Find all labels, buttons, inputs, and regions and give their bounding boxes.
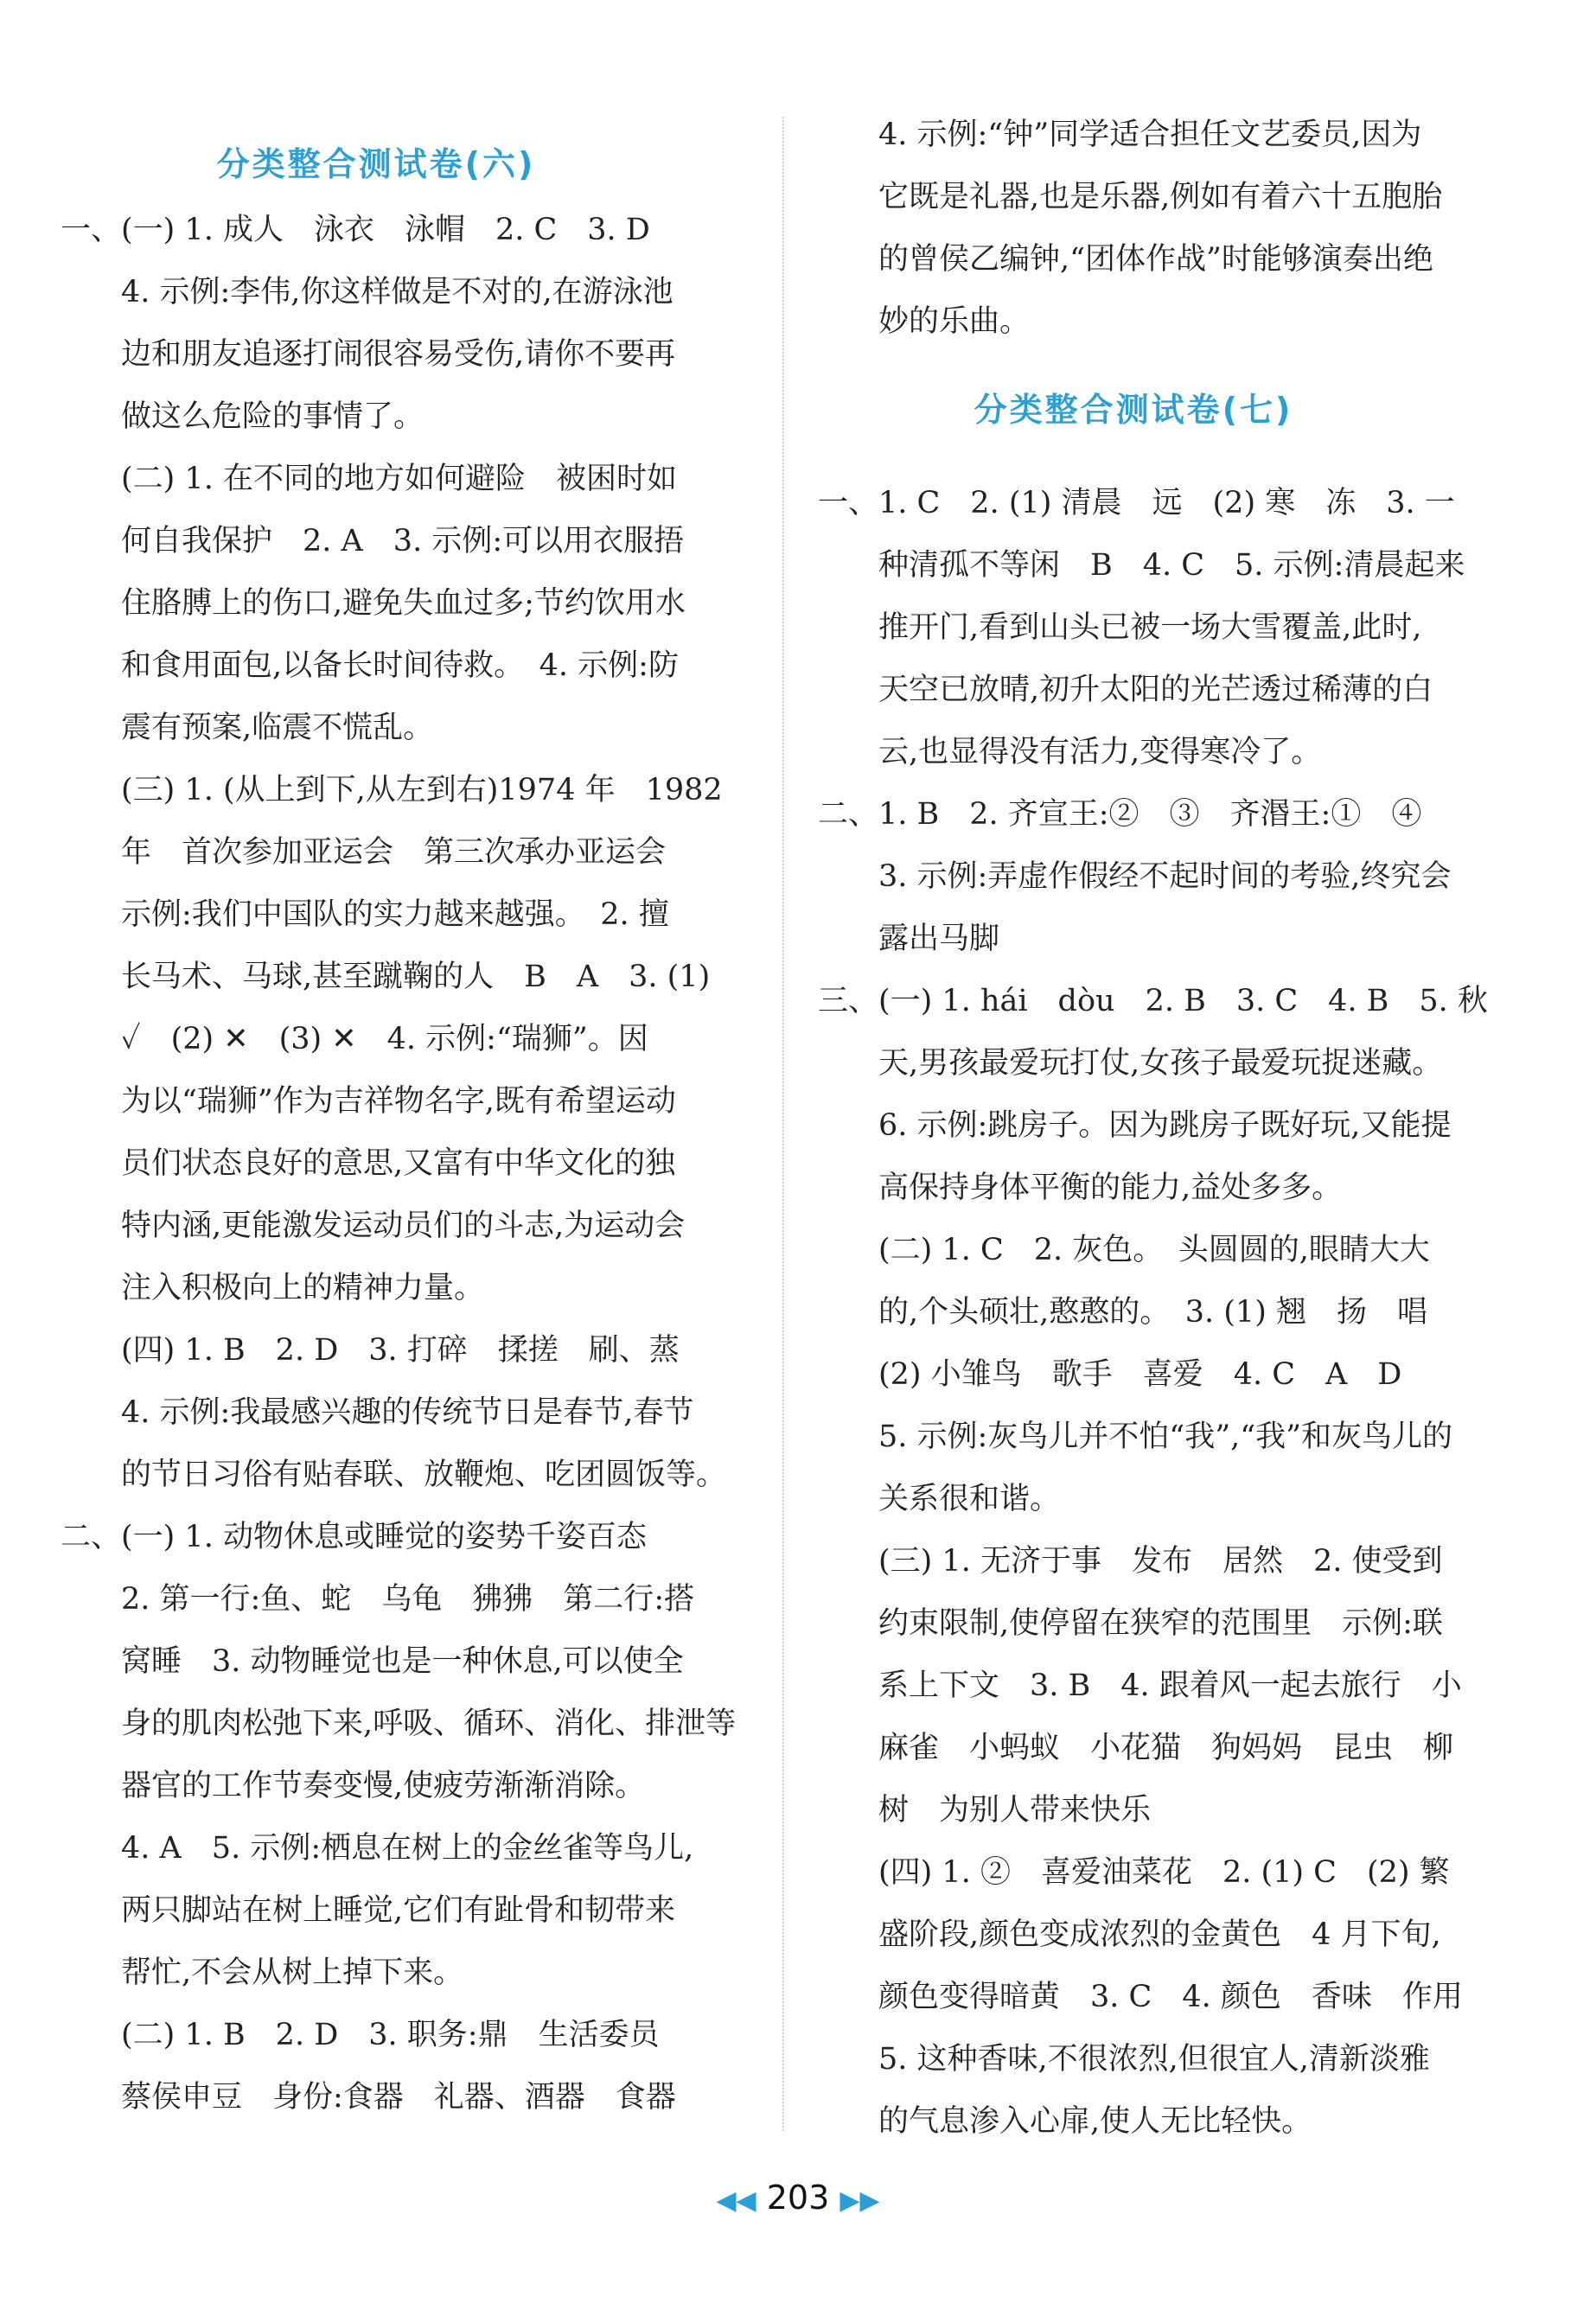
answer-line: 二、1. B 2. 齐宣王:② ③ 齐湣王:① ④	[818, 797, 1422, 832]
answer-line: 窝睡 3. 动物睡觉也是一种休息,可以使全	[121, 1644, 684, 1679]
answer-line: 长马术、马球,甚至蹴鞠的人 B A 3. (1)	[121, 960, 711, 994]
answer-line: 一、1. C 2. (1) 清晨 远 (2) 寒 冻 3. 一	[818, 486, 1455, 520]
answer-line: 做这么危险的事情了。	[121, 399, 425, 434]
answer-line: 云,也显得没有活力,变得寒冷了。	[878, 735, 1322, 769]
answer-line: (2) 小雏鸟 歌手 喜爱 4. C A D	[878, 1357, 1402, 1392]
answer-line: 系上下文 3. B 4. 跟着风一起去旅行 小	[878, 1669, 1462, 1703]
answer-line: 住胳膊上的伤口,避免失血过多;节约饮用水	[121, 586, 686, 621]
answer-line: 5. 这种香味,不很浓烈,但很宜人,清新淡雅	[878, 2042, 1430, 2077]
section-title-6: 分类整合测试卷(六)	[216, 145, 536, 183]
answer-line: 天空已放晴,初升太阳的光芒透过稀薄的白	[878, 673, 1433, 707]
answer-line: 身的肌肉松弛下来,呼吸、循环、消化、排泄等	[121, 1707, 737, 1741]
answer-line: 蔡侯申豆 身份:食器 礼器、酒器 食器	[121, 2080, 676, 2115]
page-number: 203	[766, 2179, 830, 2217]
answer-line: 颜色变得暗黄 3. C 4. 颜色 香味 作用	[878, 1980, 1463, 2014]
answer-line: 种清孤不等闲 B 4. C 5. 示例:清晨起来	[878, 548, 1465, 583]
answer-line: 一、(一) 1. 成人 泳衣 泳帽 2. C 3. D	[61, 213, 650, 247]
answer-line: 它既是礼器,也是乐器,例如有着六十五胞胎	[878, 180, 1443, 214]
answer-line: 年 首次参加亚运会 第三次承办亚运会	[121, 835, 667, 870]
answer-line: 的节日习俗有贴春联、放鞭炮、吃团圆饭等。	[121, 1458, 727, 1492]
answer-line: 妙的乐曲。	[878, 304, 1031, 339]
answer-line: (四) 1. ② 喜爱油菜花 2. (1) C (2) 繁	[878, 1855, 1450, 1890]
section-title-7: 分类整合测试卷(七)	[974, 391, 1293, 429]
answer-line: 震有预案,临震不慌乱。	[121, 711, 434, 745]
answer-line: 3. 示例:弄虚作假经不起时间的考验,终究会	[878, 859, 1452, 894]
answer-line: 两只脚站在树上睡觉,它们有趾骨和韧带来	[121, 1893, 676, 1928]
answer-line: 4. A 5. 示例:栖息在树上的金丝雀等鸟儿,	[121, 1831, 694, 1866]
answer-line: (二) 1. B 2. D 3. 职务:鼎 生活委员	[121, 2018, 660, 2052]
answer-line: (三) 1. 无济于事 发布 居然 2. 使受到	[878, 1544, 1443, 1579]
answer-line: 4. 示例:李伟,你这样做是不对的,在游泳池	[121, 275, 674, 309]
answer-line: 帮忙,不会从树上掉下来。	[121, 1956, 464, 1990]
answer-line: 麻雀 小蚂蚁 小花猫 狗妈妈 昆虫 柳	[878, 1731, 1454, 1765]
answer-line: 天,男孩最爱玩打仗,女孩子最爱玩捉迷藏。	[878, 1046, 1443, 1081]
answer-line: 器官的工作节奏变慢,使疲劳渐渐消除。	[121, 1769, 646, 1803]
column-divider	[782, 117, 784, 2131]
answer-line: (二) 1. C 2. 灰色。 头圆圆的,眼睛大大	[878, 1233, 1430, 1267]
answer-line: 和食用面包,以备长时间待救。 4. 示例:防	[121, 648, 679, 683]
answer-line: 的曾侯乙编钟,“团体作战”时能够演奏出绝	[878, 242, 1433, 277]
left-arrows-icon: ◀◀	[716, 2185, 757, 2216]
left-column	[61, 104, 737, 2128]
answer-line: 推开门,看到山头已被一场大雪覆盖,此时,	[878, 610, 1422, 645]
answer-line: 何自我保护 2. A 3. 示例:可以用衣服捂	[121, 524, 685, 558]
answer-line: 特内涵,更能激发运动员们的斗志,为运动会	[121, 1209, 686, 1243]
answer-line: 三、(一) 1. hái dòu 2. B 3. C 4. B 5. 秋	[818, 984, 1488, 1018]
right-arrows-icon: ▶▶	[839, 2185, 880, 2216]
answer-line: (三) 1. (从上到下,从左到右)1974 年 1982	[121, 773, 723, 807]
answer-line: 为以“瑞狮”作为吉祥物名字,既有希望运动	[121, 1084, 676, 1119]
answer-line: 员们状态良好的意思,又富有中华文化的独	[121, 1146, 676, 1181]
answer-line: 6. 示例:跳房子。因为跳房子既好玩,又能提	[878, 1108, 1452, 1143]
answer-line: 高保持身体平衡的能力,益处多多。	[878, 1171, 1343, 1205]
right-column	[818, 104, 1488, 2153]
answer-line: 4. 示例:我最感兴趣的传统节日是春节,春节	[121, 1395, 694, 1430]
answer-line: (二) 1. 在不同的地方如何避险 被困时如	[121, 462, 677, 496]
answer-line: 约束限制,使停留在狭窄的范围里 示例:联	[878, 1606, 1443, 1641]
answer-line: 的,个头硕壮,憨憨的。 3. (1) 翘 扬 唱	[878, 1295, 1427, 1330]
answer-line: 2. 第一行:鱼、蛇 乌龟 狒狒 第二行:搭	[121, 1582, 695, 1617]
answer-line: 4. 示例:“钟”同学适合担任文艺委员,因为	[878, 118, 1422, 152]
answer-line: 盛阶段,颜色变成浓烈的金黄色 4 月下旬,	[878, 1917, 1441, 1952]
answer-line: 注入积极向上的精神力量。	[121, 1271, 485, 1305]
answer-line: 示例:我们中国队的实力越来越强。 2. 擅	[121, 897, 669, 932]
page-footer	[0, 2179, 1596, 2217]
answer-line: 二、(一) 1. 动物休息或睡觉的姿势千姿百态	[61, 1520, 647, 1554]
answer-line: 的气息渗入心扉,使人无比轻快。	[878, 2104, 1312, 2139]
answer-line: 露出马脚	[878, 922, 1000, 956]
answer-line: 5. 示例:灰鸟儿并不怕“我”,“我”和灰鸟儿的	[878, 1420, 1453, 1454]
answer-line: 边和朋友追逐打闹很容易受伤,请你不要再	[121, 337, 676, 372]
answer-line: 关系很和谐。	[878, 1482, 1061, 1516]
answer-line: ✓ (2) ✕ (3) ✕ 4. 示例:“瑞狮”。因	[121, 1022, 648, 1056]
answer-line: (四) 1. B 2. D 3. 打碎 揉搓 刷、蒸	[121, 1333, 680, 1368]
answer-line: 树 为别人带来快乐	[878, 1793, 1152, 1828]
